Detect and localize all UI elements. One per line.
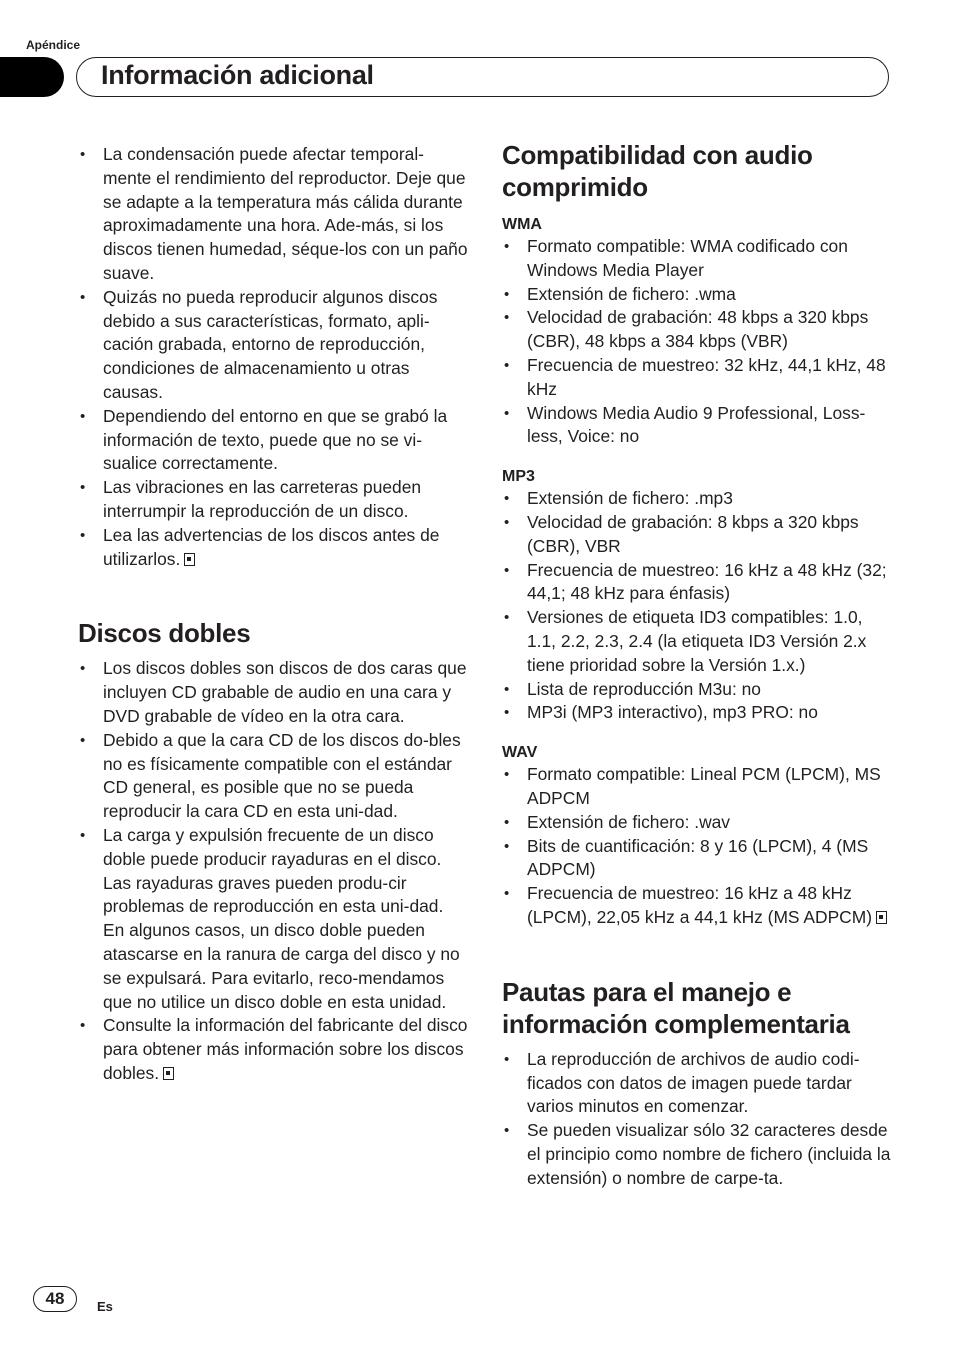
list-item-text: Frecuencia de muestreo: 16 kHz a 48 kHz (LPCM), 22,05 kHz a 44,1 kHz (MS ADPCM) bbox=[527, 883, 873, 927]
list-item: • La condensación puede afectar temporal-mente el rendimiento del reproductor. Deje que se adapte a la temperatura más cálida durante aproximadamente una hora. Ade-más, si los discos tienen humedad, séque-los con un paño suave. bbox=[78, 143, 468, 286]
list-item: • Las vibraciones en las carreteras pueden interrumpir la reproducción de un disco. bbox=[78, 476, 468, 524]
mp3-bullet-list bbox=[502, 487, 894, 725]
section-tab-marker bbox=[0, 57, 64, 97]
wav-bullet-list bbox=[502, 763, 894, 930]
list-item: • Formato compatible: WMA codificado con Windows Media Player bbox=[502, 235, 894, 283]
end-mark-icon bbox=[163, 1067, 174, 1080]
list-item-text: Lea las advertencias de los discos antes de utilizarlos. bbox=[103, 524, 440, 569]
list-item: • Dependiendo del entorno en que se grabó la información de texto, puede que no se vi-sualice correctamente. bbox=[78, 405, 468, 476]
list-item: • Velocidad de grabación: 8 kbps a 320 kbps (CBR), VBR bbox=[502, 511, 894, 559]
list-item bbox=[78, 524, 468, 572]
list-item: • Quizás no pueda reproducir algunos discos debido a sus características, formato, apli-cación grabada, entorno de reproducción, condiciones de almacenamiento u otras causas. bbox=[78, 286, 468, 405]
wma-subheading: WMA bbox=[502, 216, 542, 233]
pautas-bullet-list bbox=[502, 1048, 894, 1191]
list-item: • Frecuencia de muestreo: 16 kHz a 48 kHz (32; 44,1; 48 kHz para énfasis) bbox=[502, 559, 894, 607]
page-number: 48 bbox=[33, 1286, 77, 1312]
list-item: • Windows Media Audio 9 Professional, Loss-less, Voice: no bbox=[502, 402, 894, 450]
list-item: • La reproducción de archivos de audio codi-ficados con datos de imagen puede tardar varios minutos en comenzar. bbox=[502, 1048, 894, 1119]
list-item: • Bits de cuantificación: 8 y 16 (LPCM), 4 (MS ADPCM) bbox=[502, 835, 894, 883]
list-item: • Lista de reproducción M3u: no bbox=[502, 678, 894, 702]
compat-heading: Compatibilidad con audio comprimido bbox=[502, 140, 813, 202]
list-item: • Los discos dobles son discos de dos caras que incluyen CD grabable de audio en una cara y DVD grabable de vídeo en la otra cara. bbox=[78, 657, 468, 728]
language-code: Es bbox=[97, 1299, 113, 1314]
list-item: • La carga y expulsión frecuente de un disco doble puede producir rayaduras en el disco. Las rayaduras graves pueden produ-cir problemas de reproducción en esta uni-dad. En algunos casos, un disco doble pueden atascarse en la ranura de carga del disco y no se expulsará. Para evitarlo, reco-mendamos que no utilice un disco doble en esta unidad. bbox=[78, 824, 468, 1014]
list-item: • Extensión de fichero: .wav bbox=[502, 811, 894, 835]
list-item: • MP3i (MP3 interactivo), mp3 PRO: no bbox=[502, 701, 894, 725]
wma-bullet-list bbox=[502, 235, 894, 449]
discos-bullet-list bbox=[78, 657, 468, 1085]
appendix-label: Apéndice bbox=[26, 38, 81, 52]
right-column bbox=[502, 139, 894, 1191]
list-item-text: Consulte la información del fabricante del disco para obtener más información sobre los discos dobles. bbox=[103, 1015, 468, 1083]
wav-subheading: WAV bbox=[502, 744, 538, 762]
discos-heading: Discos dobles bbox=[78, 618, 251, 649]
end-mark-icon bbox=[184, 553, 195, 566]
list-item: • Frecuencia de muestreo: 32 kHz, 44,1 kHz, 48 kHz bbox=[502, 354, 894, 402]
list-item: • Se pueden visualizar sólo 32 caracteres desde el principio como nombre de fichero (incluida la extensión) o nombre de carpe-ta. bbox=[502, 1119, 894, 1190]
list-item: • Debido a que la cara CD de los discos do-bles no es físicamente compatible con el estándar CD general, es posible que no se pueda reproducir la cara CD en esta uni-dad. bbox=[78, 729, 468, 824]
list-item bbox=[502, 882, 894, 930]
section-title: Información adicional bbox=[101, 60, 374, 90]
left-column bbox=[78, 143, 468, 1086]
end-mark-icon bbox=[876, 911, 887, 924]
pautas-heading: Pautas para el manejo e información complementaria bbox=[502, 976, 850, 1039]
list-item: • Versiones de etiqueta ID3 compatibles: 1.0, 1.1, 2.2, 2.3, 2.4 (la etiqueta ID3 Versión 2.x tiene prioridad sobre la Versión 1.x.) bbox=[502, 606, 894, 677]
list-item: • Velocidad de grabación: 48 kbps a 320 kbps (CBR), 48 kbps a 384 kbps (VBR) bbox=[502, 306, 894, 354]
intro-bullet-list bbox=[78, 143, 468, 571]
list-item: • Formato compatible: Lineal PCM (LPCM), MS ADPCM bbox=[502, 763, 894, 811]
list-item bbox=[78, 1014, 468, 1085]
list-item: • Extensión de fichero: .wma bbox=[502, 283, 894, 307]
section-header bbox=[76, 57, 889, 97]
list-item: • Extensión de fichero: .mp3 bbox=[502, 487, 894, 511]
mp3-subheading: MP3 bbox=[502, 468, 535, 486]
